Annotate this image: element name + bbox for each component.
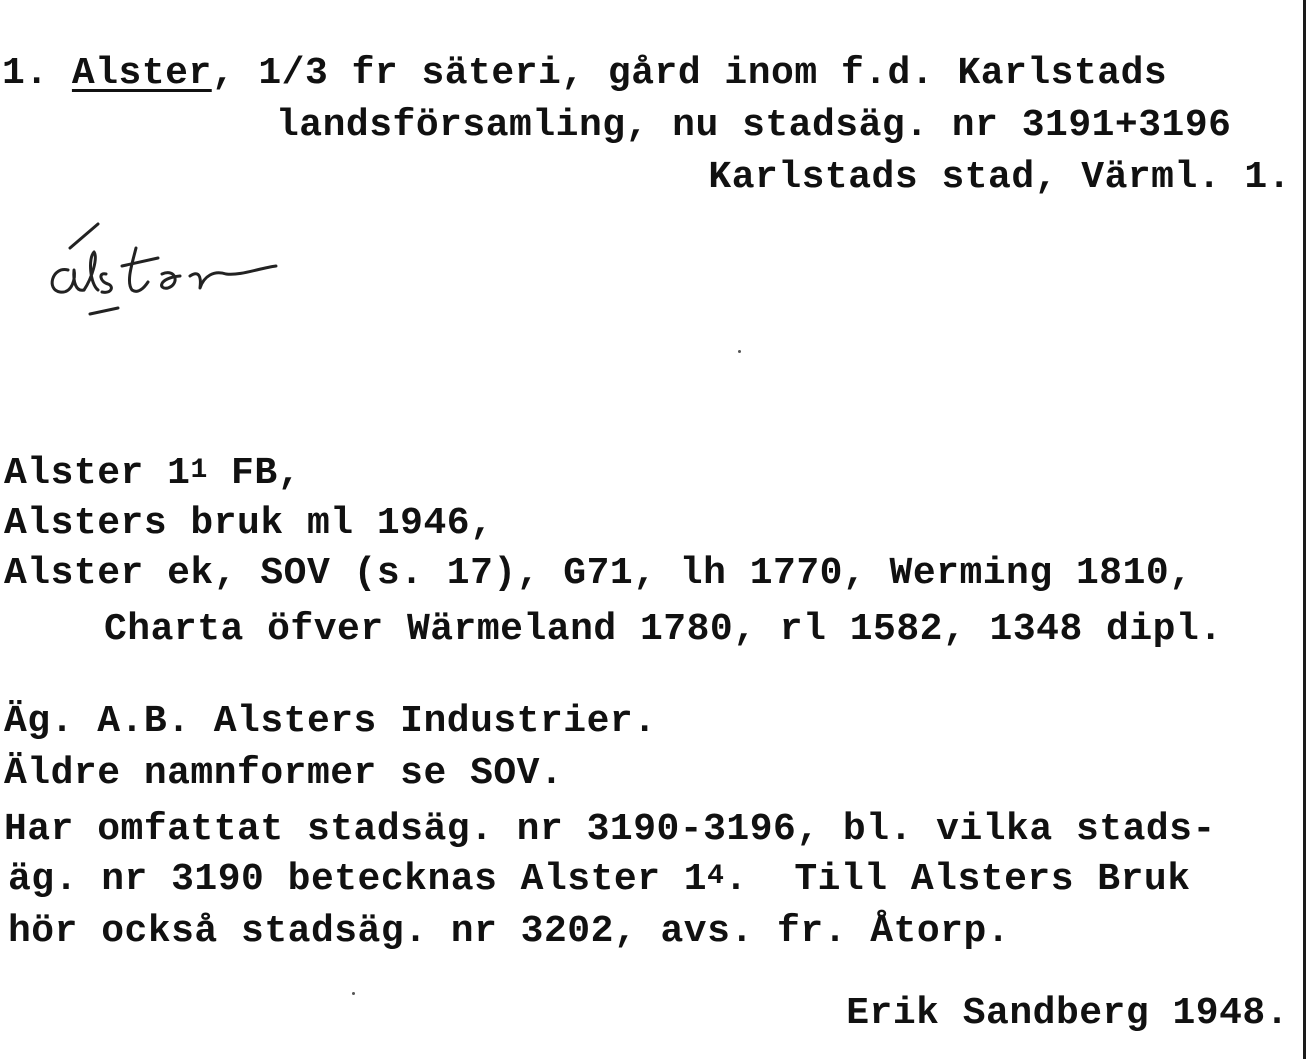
note-line-5: hör också stadsäg. nr 3202, avs. fr. Åtorp.	[8, 910, 1011, 953]
signature: Erik Sandberg 1948.	[846, 992, 1289, 1035]
speck	[352, 992, 355, 995]
source-line-2: Alsters bruk ml 1946,	[4, 502, 494, 545]
handwritten-pronunciation	[40, 218, 300, 328]
note-line-3: Har omfattat stadsäg. nr 3190-3196, bl. vilka stads-	[4, 808, 1216, 851]
source-line-3: Alster ek, SOV (s. 17), G71, lh 1770, Werming 1810,	[4, 552, 1193, 595]
source-line-4: Charta öfver Wärmeland 1780, rl 1582, 1348 dipl.	[104, 608, 1223, 651]
heading-line-1-rest: , 1/3 fr säteri, gård inom f.d. Karlstads	[211, 52, 1168, 95]
heading-line-2: landsförsamling, nu stadsäg. nr 3191+3196	[276, 104, 1232, 147]
source-line-1-rest: FB,	[207, 452, 301, 495]
note-line-2: Äldre namnformer se SOV.	[4, 752, 564, 795]
speck	[738, 350, 741, 353]
note-line-1: Äg. A.B. Alsters Industrier.	[4, 700, 657, 743]
superscript-4: 4	[707, 861, 725, 892]
superscript-1: 1	[190, 455, 208, 486]
heading-line-1	[2, 52, 1167, 96]
source-line-1	[4, 452, 301, 499]
note-line-4-rest: . Till Alsters Bruk	[724, 858, 1191, 901]
note-line-4-main: äg. nr 3190 betecknas Alster 1	[8, 858, 708, 901]
place-name: Alster	[71, 52, 212, 95]
source-line-1-main: Alster 1	[4, 452, 191, 495]
card-right-edge	[1303, 0, 1306, 1059]
entry-number: 1.	[2, 52, 49, 95]
note-line-4	[8, 858, 1191, 905]
heading-line-3: Karlstads stad, Värml. 1.	[708, 156, 1291, 199]
